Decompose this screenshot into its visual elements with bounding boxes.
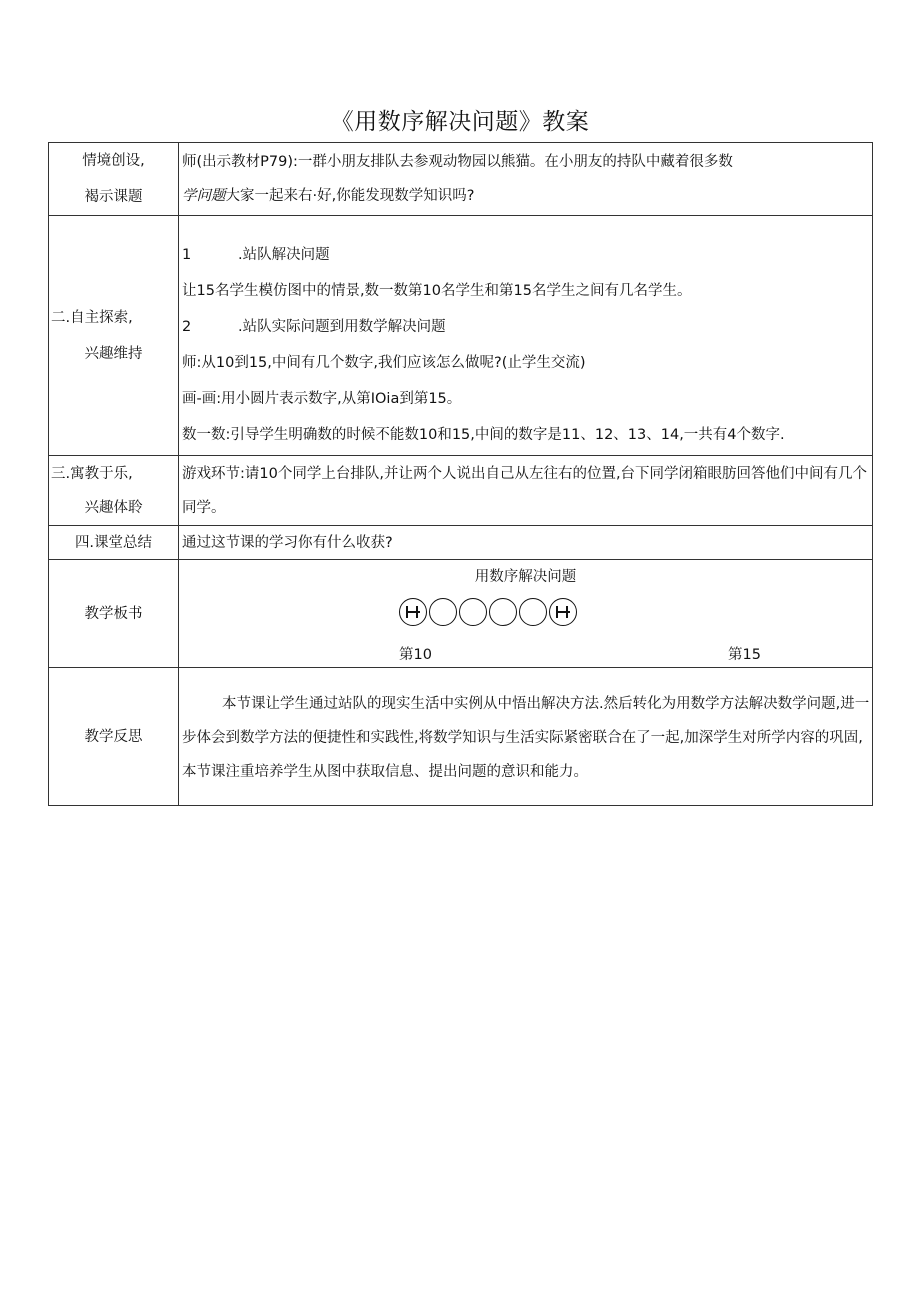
label-line: 教学反思	[84, 728, 143, 745]
row-label-summary	[49, 526, 179, 560]
row-content-situation	[179, 143, 873, 216]
row-content-summary	[179, 526, 873, 560]
content-line: 画-画:用小圆片表示数字,从第IOia到第15。	[182, 391, 462, 407]
circle-icon	[489, 598, 517, 626]
circle-icon	[519, 598, 547, 626]
row-situation	[49, 143, 873, 216]
italic-phrase: 学问题	[182, 188, 226, 204]
marker-label-end: 第15	[728, 647, 761, 663]
content-text: 通过这节课的学习你有什么收获?	[182, 534, 393, 551]
content-text: 游戏环节:请10个同学上台排队,并让两个人说出自己从左往右的位置,台下同学闭箱眼肪回答他们中间有几个同学。	[182, 465, 868, 516]
row-game	[49, 456, 873, 526]
row-label-explore	[49, 216, 179, 456]
marked-circle-icon	[399, 598, 427, 626]
row-label-situation	[49, 143, 179, 216]
label-line: 四.课堂总结	[74, 534, 153, 551]
label-line: 兴趣体聆	[84, 499, 143, 516]
content-text: 本节课让学生通过站队的现实生活中实例从中悟出解决方法.然后转化为用数学方法解决数学问题,进一步体会到数学方法的便捷性和实践性,将数学知识与生活实际紧密联合在了一起,加深学生对所学内容的巩固,本节课注重培养学生从图中获取信息、提出问题的意识和能力。	[182, 695, 870, 780]
document-title: 《用数序解决问题》教案	[330, 109, 590, 135]
content-line: 让15名学生模仿图中的情景,数一数第10名学生和第15名学生之间有几名学生。	[182, 283, 692, 299]
content-text: 大家一起来右·好,你能发现数学知识吗?	[225, 188, 475, 204]
label-line: 三.寓教于乐,	[51, 465, 133, 482]
row-label-game	[49, 456, 179, 526]
lesson-plan-table	[48, 142, 873, 806]
content-line: 数一数:引导学生明确数的时候不能数10和15,中间的数字是11、12、13、14,一共有4个数字.	[182, 427, 785, 443]
row-content-board	[179, 560, 873, 668]
row-label-reflection	[49, 668, 179, 806]
row-content-reflection	[179, 668, 873, 806]
item-text: .站队解决问题	[238, 247, 330, 263]
marked-circle-icon	[549, 598, 577, 626]
row-content-explore	[179, 216, 873, 456]
item-number: 2	[182, 319, 192, 335]
circle-icon	[459, 598, 487, 626]
blackboard-area	[179, 560, 872, 667]
circle-row	[399, 598, 583, 628]
label-line: 兴趣维持	[84, 345, 143, 362]
row-label-board	[49, 560, 179, 668]
list-item	[182, 237, 870, 273]
row-explore	[49, 216, 873, 456]
item-text: .站队实际问题到用数学解决问题	[238, 319, 446, 335]
label-line: 教学板书	[84, 605, 143, 622]
label-line: 情境创设,	[82, 153, 145, 169]
row-summary	[49, 526, 873, 560]
board-title: 用数序解决问题	[474, 569, 577, 585]
row-board	[49, 560, 873, 668]
list-item	[182, 309, 870, 345]
row-reflection	[49, 668, 873, 806]
label-line: 褐示课题	[84, 189, 143, 205]
label-line: 二.自主探索,	[51, 309, 133, 326]
circle-icon	[429, 598, 457, 626]
content-line	[182, 179, 870, 213]
content-line: 师(出示教材P79):一群小朋友排队去参观动物园以熊猫。在小朋友的持队中藏着很多数	[182, 154, 733, 170]
item-number: 1	[182, 247, 192, 263]
content-line: 师:从10到15,中间有几个数字,我们应该怎么做呢?(止学生交流)	[182, 355, 586, 371]
row-content-game	[179, 456, 873, 526]
marker-label-start: 第10	[399, 647, 432, 663]
